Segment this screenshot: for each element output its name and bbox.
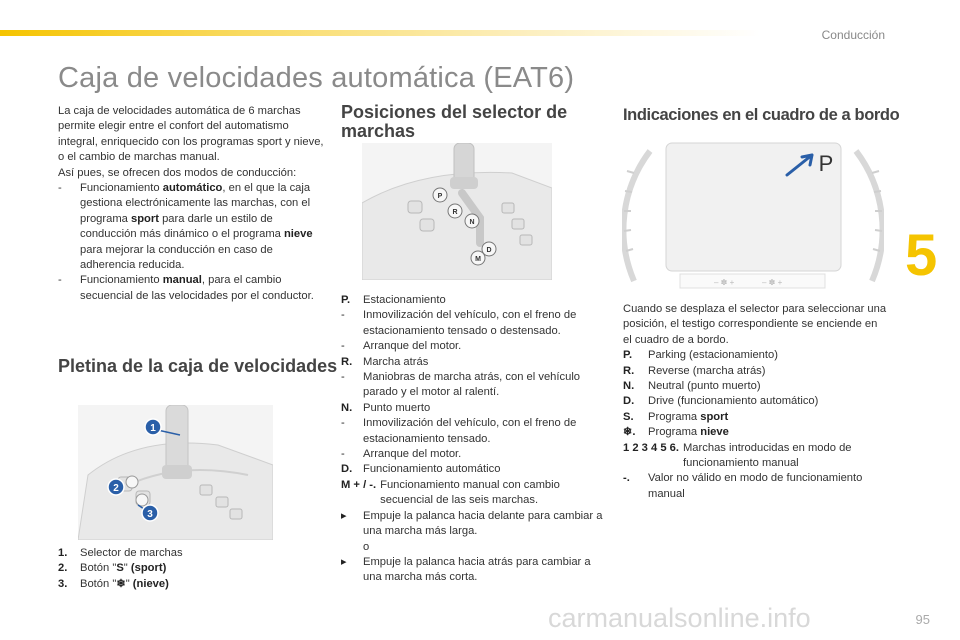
instrument-panel-illustration xyxy=(622,131,884,294)
item-text: Funcionamiento manual con cambio secuencial de las seis marchas. xyxy=(380,478,560,507)
indicator-item xyxy=(623,379,888,394)
indicators-heading: Indicaciones en el cuadro de a bordo xyxy=(623,106,900,124)
intro-text xyxy=(58,104,328,304)
intro-paragraph-2: Así pues, se ofrecen dos modos de conducción: xyxy=(58,166,297,179)
item-text: Programa xyxy=(648,410,701,423)
item-key: P. xyxy=(623,349,633,362)
callout-3 xyxy=(142,505,158,521)
pletina-legend xyxy=(58,546,298,592)
manual-item xyxy=(341,478,611,509)
indicators-intro: Cuando se desplaza el selector para seleccionar una posición, el testigo correspondiente se enciende en el cuadro de a bordo. xyxy=(623,303,887,346)
item-key: - xyxy=(341,309,345,322)
watermark: carmanualsonline.info xyxy=(548,603,811,633)
intro-bullet-manual xyxy=(58,273,328,304)
section-title: Conducción xyxy=(821,28,885,42)
legend-text: Selector de marchas xyxy=(80,547,183,559)
svg-text:P: P xyxy=(818,151,834,176)
legend-bold: ❄ xyxy=(116,577,126,590)
legend-item xyxy=(58,546,298,561)
tip-item xyxy=(341,509,611,540)
intro-bullet-auto xyxy=(58,181,328,273)
item-key: - xyxy=(341,417,345,430)
indicator-item xyxy=(623,425,888,440)
selector-label-r: R xyxy=(452,209,458,216)
item-text: Empuje la palanca hacia delante para cambiar a una marcha más larga. xyxy=(363,509,603,538)
legend-number: 2. xyxy=(58,562,68,575)
bullet-bold: sport xyxy=(131,212,159,225)
item-text: Maniobras de marcha atrás, con el vehículo parado y el motor al ralentí. xyxy=(363,371,581,399)
item-key: - xyxy=(341,448,345,461)
item-key: S. xyxy=(623,410,634,423)
bullet-text: , en el que la caja gestiona electrónicamente las marchas, con el programa xyxy=(80,182,311,225)
item-text: Inmovilización del vehículo, con el freno de estacionamiento tensado. xyxy=(363,417,577,445)
svg-text:3: 3 xyxy=(147,509,153,520)
item-key: -. xyxy=(623,472,630,485)
tip-item xyxy=(341,540,611,555)
indicator-item xyxy=(623,394,888,409)
item-text: Drive (funcionamiento automático) xyxy=(648,395,819,408)
bullet-text: para darle un estilo de conducción más dinámico o el programa xyxy=(80,212,284,241)
item-text: Inmovilización del vehículo, con el freno de estacionamiento tensado o destensado. xyxy=(363,309,577,337)
item-text: Neutral (punto muerto) xyxy=(648,380,761,393)
legend-bold: (sport) xyxy=(130,562,167,575)
selector-label-d: D xyxy=(486,247,492,254)
svg-text:2: 2 xyxy=(113,483,119,494)
legend-bold: S xyxy=(116,562,124,575)
positions-heading: Posiciones del selector de marchas xyxy=(341,102,568,141)
legend-text: " xyxy=(123,562,131,575)
indicator-item-invalid xyxy=(623,471,888,502)
legend-text: Botón " xyxy=(80,577,117,590)
gear-selector-illustration xyxy=(362,143,552,280)
position-item xyxy=(341,308,611,339)
page-title: Caja de velocidades automática (EAT6) xyxy=(58,62,575,94)
legend-item xyxy=(58,577,298,592)
bullet-text: Funcionamiento xyxy=(80,274,163,287)
legend-number: 1. xyxy=(58,547,68,559)
indicator-item xyxy=(623,410,888,425)
item-text: o xyxy=(363,540,370,553)
legend-number: 3. xyxy=(58,577,68,590)
indicator-item xyxy=(623,364,888,379)
bullet-bold: automático xyxy=(162,182,223,195)
selector-label-m: M xyxy=(475,256,481,263)
chapter-number: 5 xyxy=(905,223,938,288)
item-text: Parking (estacionamiento) xyxy=(648,349,778,362)
item-key: P. xyxy=(341,294,351,306)
item-key: D. xyxy=(341,463,353,476)
tip-item xyxy=(341,555,611,586)
indicators-text xyxy=(623,302,888,502)
svg-text:1: 1 xyxy=(150,423,156,434)
item-bold: sport xyxy=(700,410,729,423)
item-text: Marchas introducidas en modo de funcionamiento manual xyxy=(682,441,852,470)
item-key: N. xyxy=(341,401,353,414)
position-item xyxy=(341,370,611,401)
pletina-heading: Pletina de la caja de velocidades xyxy=(58,356,338,376)
item-key: D. xyxy=(623,395,635,408)
intro-paragraph-1: La caja de velocidades automática de 6 marchas permite elegir entre el confort del automatismo integral, enriquecido con los programas sport y nieve, o el cambio de marchas manual. xyxy=(58,105,324,164)
item-text: Programa xyxy=(648,426,701,439)
bullet-bold: nieve xyxy=(283,228,313,241)
item-text: Valor no válido en modo de funcionamiento manual xyxy=(648,472,863,500)
selector-label-n: N xyxy=(469,219,475,226)
arrow-icon: ▸ xyxy=(341,555,347,568)
legend-bold: (nieve) xyxy=(132,577,169,590)
indicator-item xyxy=(623,348,888,363)
bullet-dash: - xyxy=(58,274,62,287)
item-key: R. xyxy=(623,364,635,377)
legend-text: Botón " xyxy=(80,562,117,575)
item-key: - xyxy=(341,340,345,353)
position-item xyxy=(341,293,611,308)
item-bold: nieve xyxy=(700,426,729,439)
position-item xyxy=(341,401,611,416)
arrow-icon: ▸ xyxy=(341,509,347,522)
bullet-bold: manual xyxy=(162,274,202,287)
item-key: ❄. xyxy=(623,426,636,439)
gearbox-plate-illustration xyxy=(78,405,273,540)
item-key: 1 2 3 4 5 6. xyxy=(623,441,679,454)
callout-2 xyxy=(108,479,124,495)
bullet-dash: - xyxy=(58,182,62,195)
selector-label-p: P xyxy=(437,193,443,200)
indicator-item-gears xyxy=(623,441,888,472)
position-item xyxy=(341,462,611,477)
header-accent-bar xyxy=(0,30,760,36)
legend-text: " xyxy=(125,577,133,590)
position-item xyxy=(341,339,611,354)
gear-indicator-p xyxy=(816,149,836,176)
item-text: Punto muerto xyxy=(363,401,431,414)
position-item xyxy=(341,447,611,462)
bullet-text: para mejorar la conducción en caso de adherencia reducida. xyxy=(80,243,273,272)
positions-list xyxy=(341,293,611,586)
item-text: Arranque del motor. xyxy=(363,448,462,461)
item-text: Reverse (marcha atrás) xyxy=(648,364,766,377)
svg-text:– ✽ +: – ✽ + xyxy=(714,278,735,287)
legend-item xyxy=(58,561,298,576)
item-text: Empuje la palanca hacia atrás para cambiar a una marcha más corta. xyxy=(363,555,591,584)
page-number: 95 xyxy=(915,612,930,627)
item-key: - xyxy=(341,371,345,384)
item-text: Funcionamiento automático xyxy=(363,463,501,476)
callout-1 xyxy=(145,419,161,435)
item-key: R. xyxy=(341,355,353,368)
bullet-text: , para el cambio secuencial de las velocidades por el conductor. xyxy=(80,274,314,302)
item-key: M + / -. xyxy=(341,478,377,491)
item-text: Marcha atrás xyxy=(363,355,429,368)
item-text: Arranque del motor. xyxy=(363,340,462,353)
position-item xyxy=(341,355,611,370)
item-text: Estacionamiento xyxy=(363,294,446,306)
position-item xyxy=(341,416,611,447)
bullet-text: Funcionamiento xyxy=(80,182,163,195)
item-key: N. xyxy=(623,380,635,393)
spacer xyxy=(341,540,363,555)
svg-text:– ✽ +: – ✽ + xyxy=(762,278,783,287)
